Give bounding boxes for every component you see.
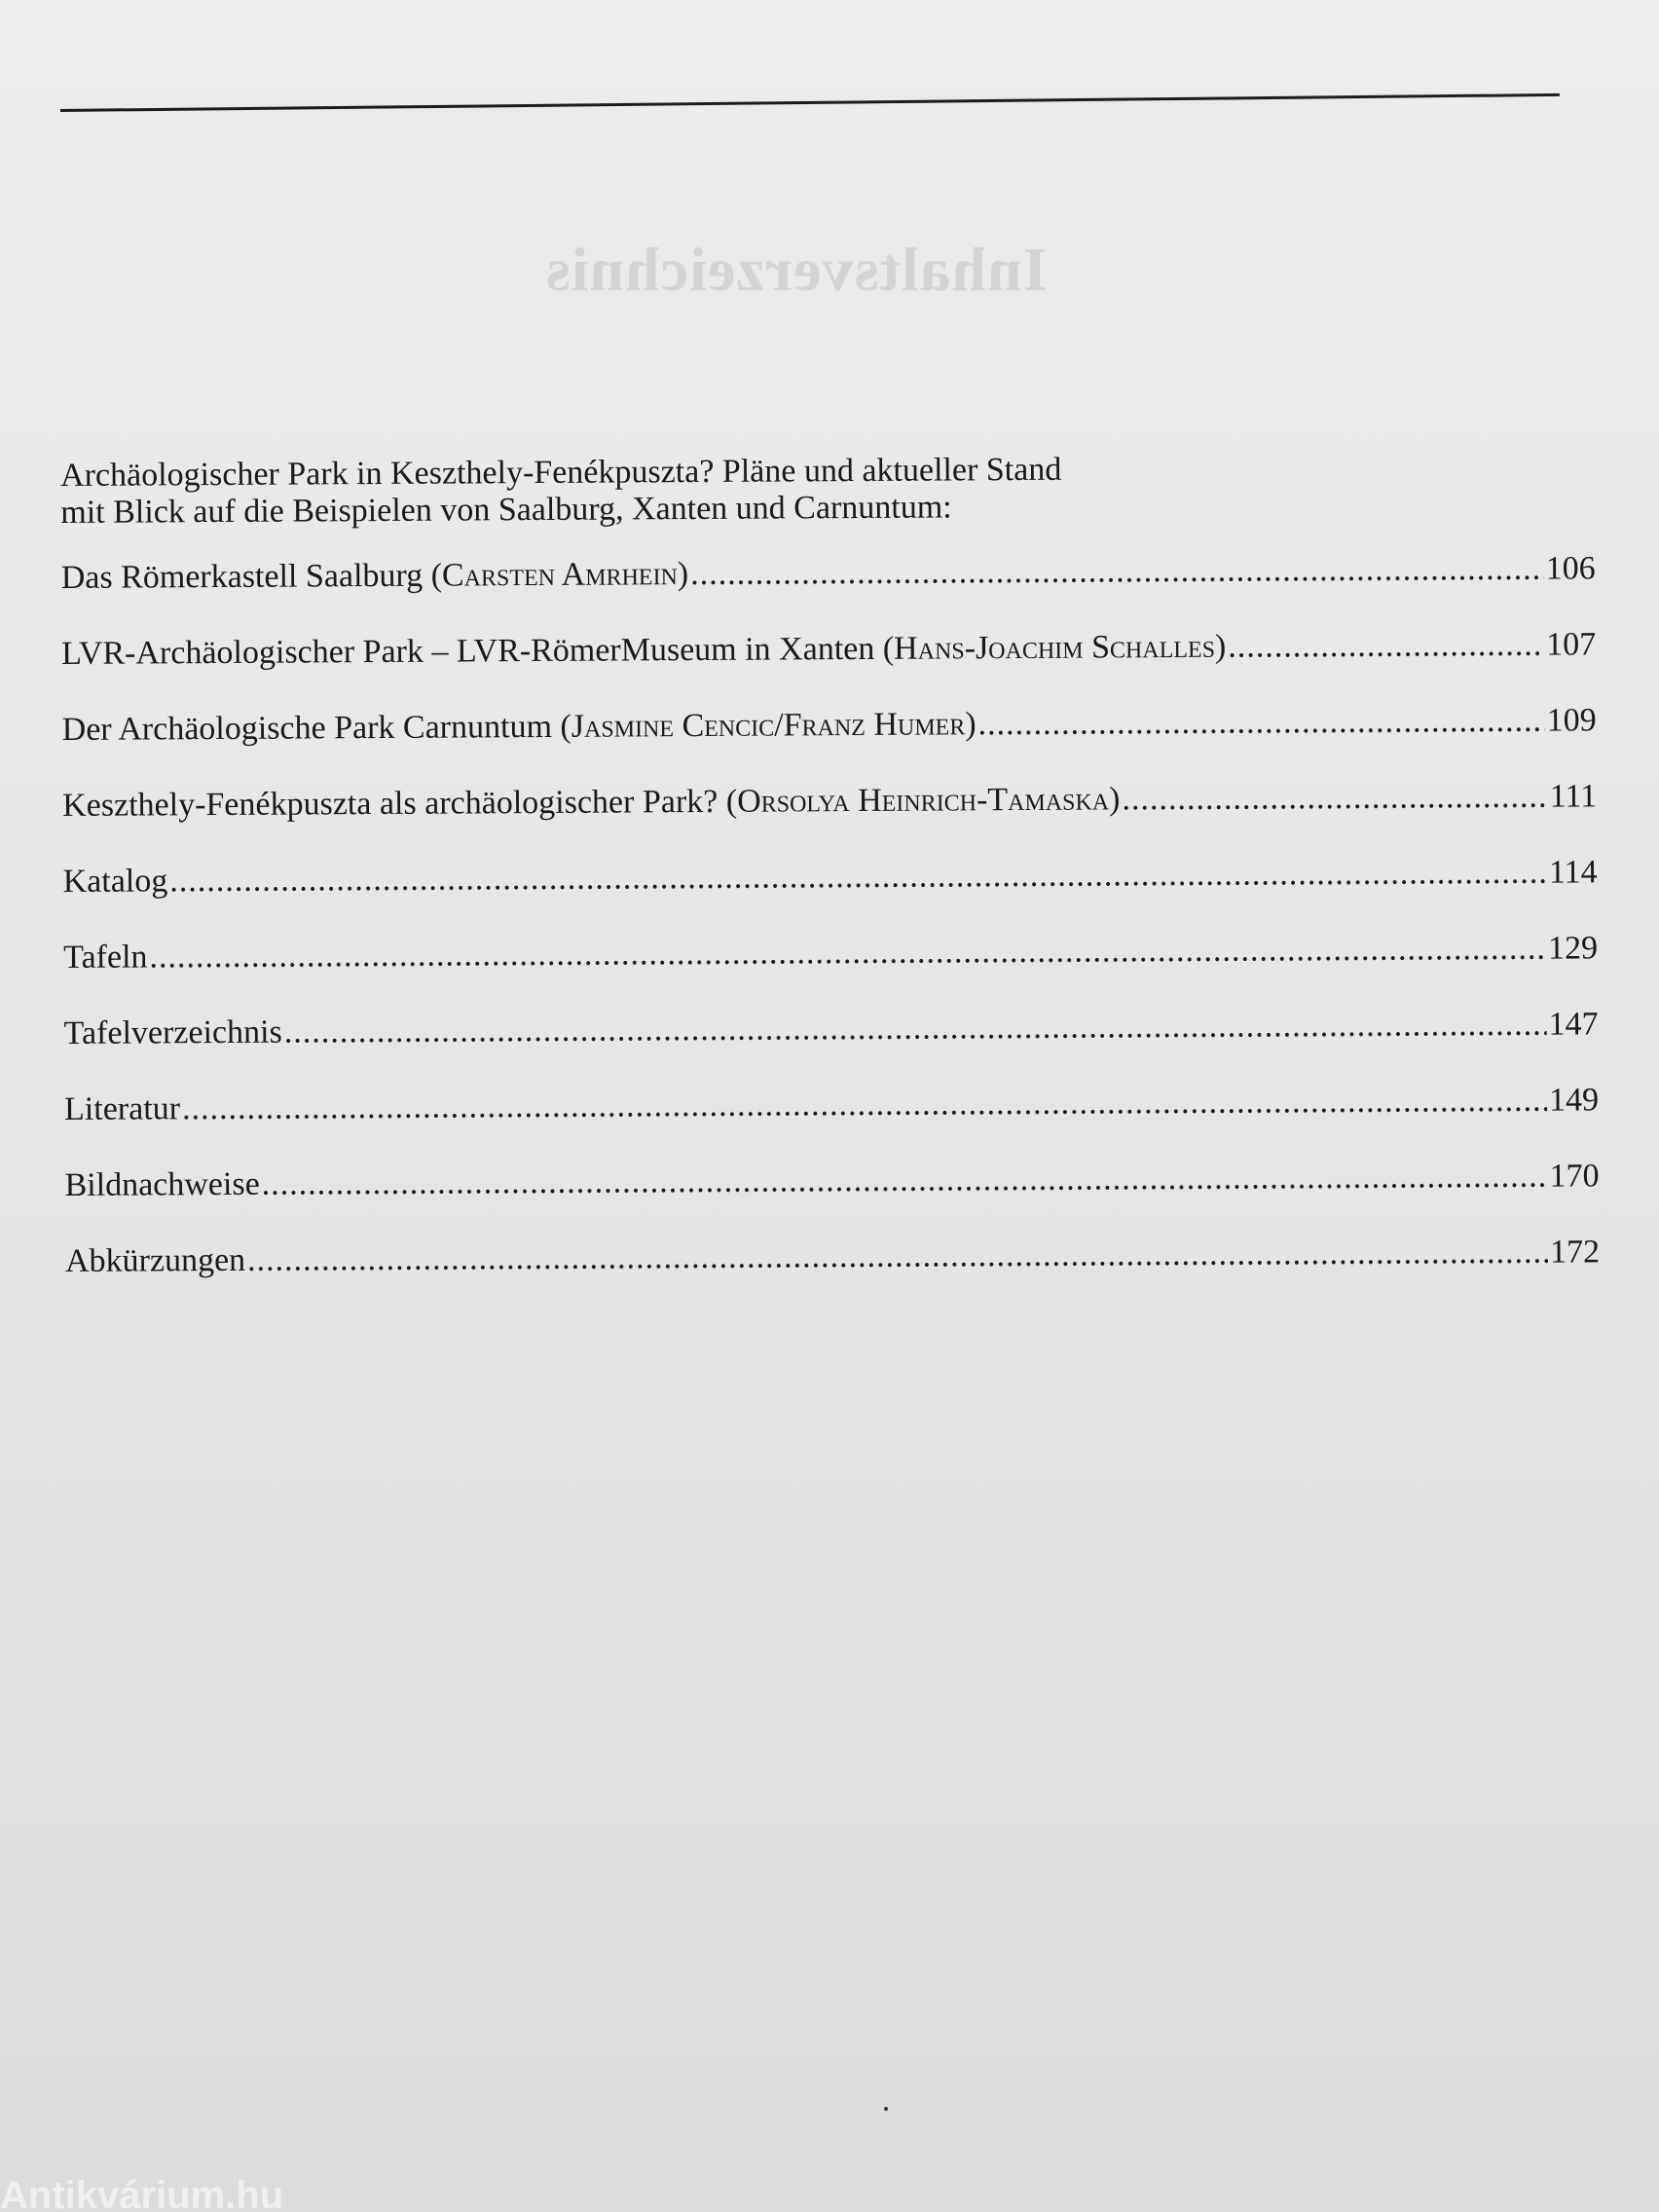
toc-entry-title: Bildnachweise bbox=[64, 1165, 260, 1203]
toc-entry-title: Katalog bbox=[62, 863, 168, 900]
toc-entry-page: 114 bbox=[1548, 854, 1598, 891]
toc-entry-close: ) bbox=[677, 556, 689, 593]
toc-entry-title: Tafeln bbox=[63, 939, 148, 976]
toc-section-heading-line-2: mit Blick auf die Beispielen von Saalburg, Xanten und Carnuntum: bbox=[60, 489, 952, 531]
toc-entry bbox=[63, 1005, 1598, 1090]
toc-entry bbox=[65, 1233, 1600, 1318]
toc-entry-author: Carsten Amrhein bbox=[441, 556, 678, 594]
toc-entry bbox=[64, 1081, 1599, 1166]
toc-entry-page: 149 bbox=[1548, 1082, 1600, 1119]
toc-entry-title: Der Archäologische Park Carnuntum ( bbox=[61, 708, 571, 748]
bleed-through-title: Inhaltsverzeichnis bbox=[545, 235, 1048, 304]
toc-leader-dots bbox=[284, 1006, 1547, 1052]
toc-leader-dots bbox=[182, 1082, 1547, 1129]
toc-leader-dots bbox=[247, 1234, 1548, 1280]
toc-entry-title: Das Römerkastell Saalburg ( bbox=[60, 557, 443, 596]
toc-entry-page: 107 bbox=[1546, 626, 1597, 663]
toc-leader-dots bbox=[262, 1158, 1548, 1204]
toc-entry bbox=[62, 777, 1597, 863]
toc-entry bbox=[62, 701, 1597, 787]
toc-leader-dots bbox=[1122, 778, 1547, 820]
toc-entry bbox=[64, 1157, 1599, 1242]
toc-section-heading bbox=[60, 448, 1599, 532]
toc-leader-dots bbox=[690, 550, 1544, 594]
toc-entry-close: ) bbox=[1109, 781, 1121, 818]
toc-entry-page: 129 bbox=[1547, 930, 1599, 967]
toc-leader-dots bbox=[1228, 626, 1544, 667]
toc-entry-page: 111 bbox=[1549, 778, 1598, 815]
table-of-contents bbox=[60, 448, 1604, 1318]
toc-leader-dots bbox=[149, 930, 1546, 977]
toc-entry-title: Keszthely-Fenékpuszta als archäologischer Park? ( bbox=[62, 783, 738, 824]
watermark: Antikvárium.hu bbox=[0, 2174, 284, 2212]
toc-entry-page: 109 bbox=[1546, 702, 1597, 739]
toc-entry-title: Abkürzungen bbox=[64, 1241, 246, 1279]
toc-entry-title: LVR-Archäologischer Park – LVR-RömerMuseum in Xanten ( bbox=[61, 630, 895, 672]
toc-entry bbox=[61, 625, 1596, 711]
toc-entry bbox=[63, 929, 1598, 1014]
toc-entry bbox=[63, 853, 1598, 939]
toc-entry-title: Literatur bbox=[63, 1090, 181, 1127]
toc-entry-close: ) bbox=[1214, 628, 1227, 665]
toc-leader-dots bbox=[977, 702, 1544, 745]
toc-entry-close: ) bbox=[965, 706, 977, 743]
page-speck bbox=[884, 2107, 888, 2111]
toc-entry-page: 170 bbox=[1549, 1158, 1600, 1195]
toc-leader-dots bbox=[169, 854, 1547, 902]
toc-entry-author: Orsolya Heinrich-Tamaska bbox=[737, 781, 1110, 820]
toc-entry-author: Hans-Joachim Schalles bbox=[894, 628, 1216, 667]
toc-section-heading-line-1: Archäologischer Park in Keszthely-Fenékpuszta? Pläne und aktueller Stand bbox=[60, 451, 1062, 494]
toc-entry-author: Jasmine Cencic/Franz Humer bbox=[571, 706, 966, 745]
toc-entry bbox=[61, 549, 1596, 635]
toc-entry-title: Tafelverzeichnis bbox=[63, 1014, 282, 1051]
toc-entry-page: 147 bbox=[1548, 1006, 1599, 1043]
toc-entry-page: 106 bbox=[1545, 550, 1596, 587]
toc-entry-page: 172 bbox=[1549, 1234, 1601, 1271]
header-rule bbox=[60, 93, 1560, 112]
